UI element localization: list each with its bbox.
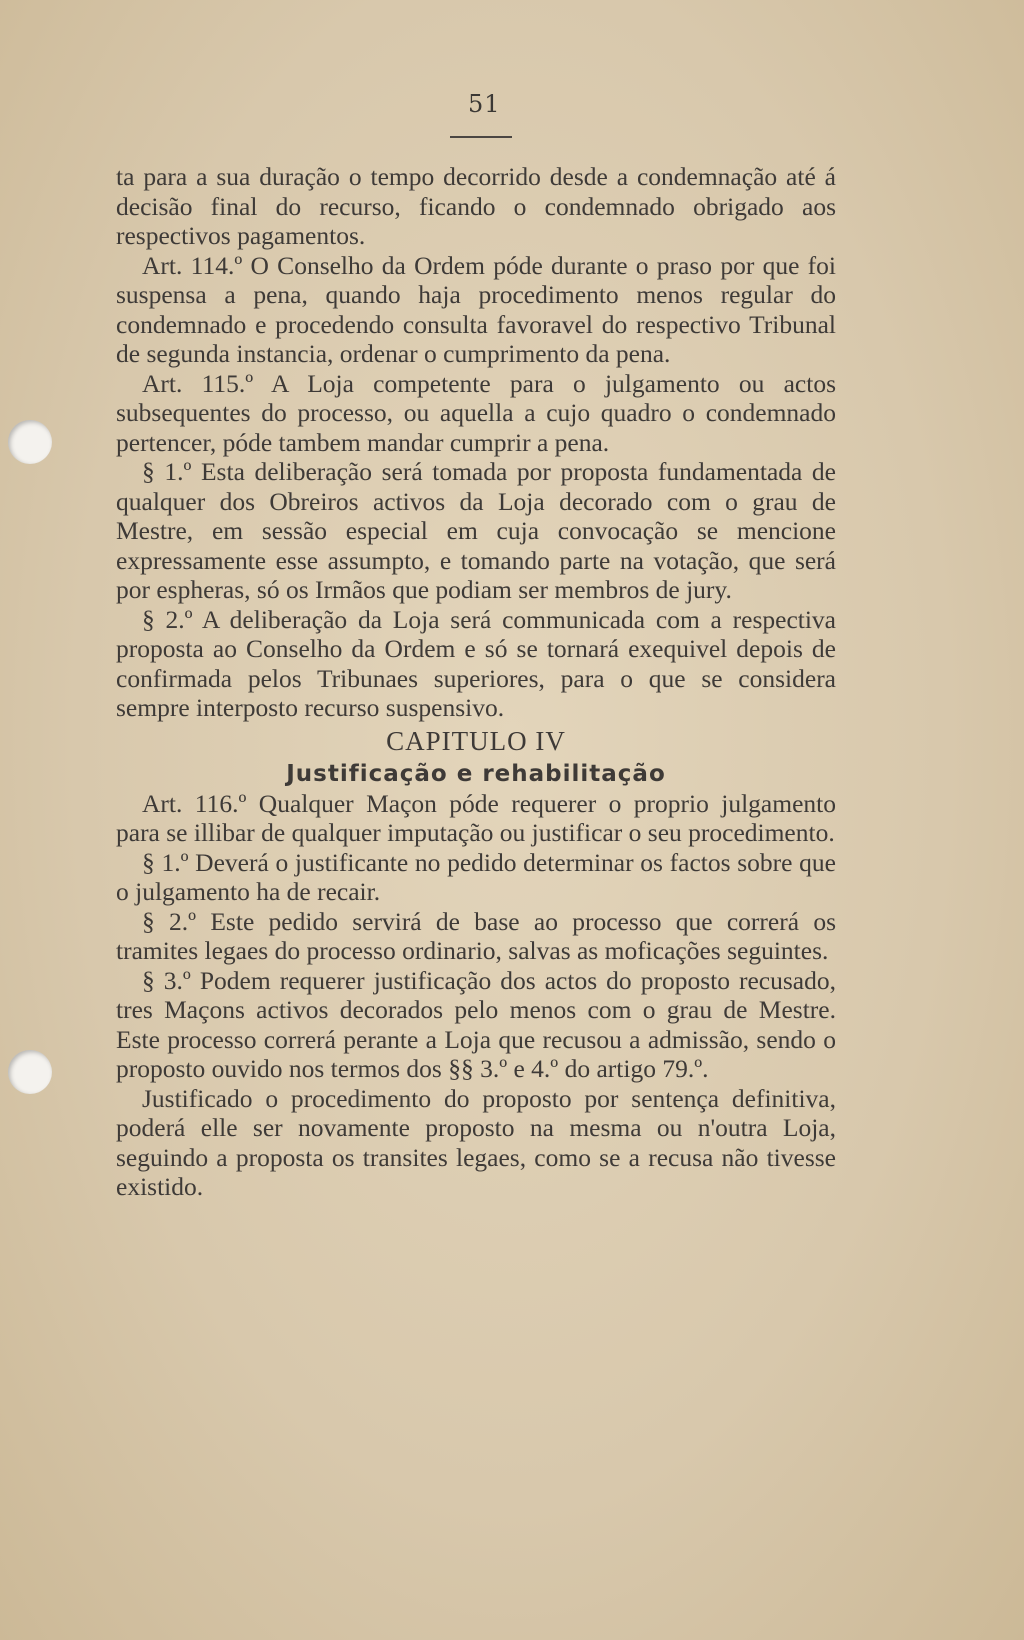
- paragraph: § 1.º Esta deliberação será tomada por proposta fundamentada de qualquer dos Obreiros activos da Loja decorado com o grau de Mestre, em sessão especial em cuja convocação se mencione expressamente esse assumpto, e tomando parte na votação, que será por espheras, só os Irmãos que podiam ser membros de jury.: [116, 457, 836, 604]
- punch-hole-bottom: [8, 1050, 52, 1094]
- paragraph: ta para a sua duração o tempo decorrido desde a condemnação até á decisão final do recurso, ficando o condemnado obrigado aos respectivos pagamentos.: [116, 162, 836, 250]
- body-text: [116, 162, 836, 1202]
- paragraph: § 1.º Deverá o justificante no pedido determinar os factos sobre que o julgamento ha de recair.: [116, 847, 836, 906]
- page-number: 51: [468, 90, 501, 118]
- header-ornament: [450, 136, 512, 138]
- chapter-title: CAPITULO IV: [386, 725, 566, 756]
- paragraph: Art. 114.º O Conselho da Ordem póde durante o praso por que foi suspensa a pena, quando haja procedimento menos regular do condemnado e procedendo consulta favoravel do respectivo Tribunal de segunda instancia, ordenar o cumprimento da pena.: [116, 250, 836, 368]
- section-title: Justificação e rehabilitação: [286, 760, 666, 787]
- paragraph: § 2.º Este pedido servirá de base ao processo que correrá os tramites legaes do processo ordinario, salvas as moficações seguintes.: [116, 906, 836, 965]
- punch-hole-top: [8, 420, 52, 464]
- paragraph: Art. 115.º A Loja competente para o julgamento ou actos subsequentes do processo, ou aquella a cujo quadro o condemnado pertencer, póde tambem mandar cumprir a pena.: [116, 368, 836, 457]
- paragraph: § 2.º A deliberação da Loja será communicada com a respectiva proposta ao Conselho da Ordem e só se tornará exequivel depois de confirmada pelos Tribunaes superiores, para o que se considera sempre interposto recurso suspensivo.: [116, 604, 836, 722]
- paragraph: Art. 116.º Qualquer Maçon póde requerer o proprio julgamento para se illibar de qualquer imputação ou justificar o seu procedimento.: [116, 788, 836, 847]
- paragraph: § 3.º Podem requerer justificação dos actos do proposto recusado, tres Maçons activos decorados pelo menos com o grau de Mestre. Este processo correrá perante a Loja que recusou a admissão, sendo o proposto ouvido nos termos dos §§ 3.º e 4.º do artigo 79.º.: [116, 965, 836, 1083]
- paragraph: Justificado o procedimento do proposto por sentença definitiva, poderá elle ser novamente proposto na mesma ou n'outra Loja, seguindo a proposta os transites legaes, como se a recusa não tivesse existido.: [116, 1083, 836, 1201]
